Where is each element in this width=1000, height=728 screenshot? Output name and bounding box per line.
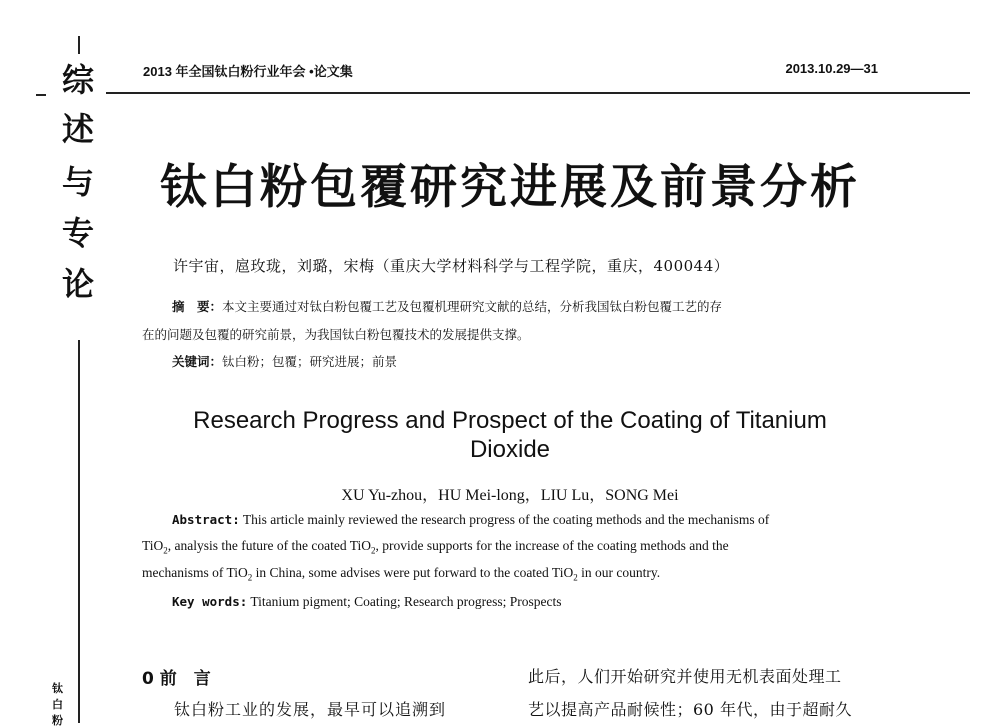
keywords-cn-text: 钛白粉；包覆；研究进展；前景 [222, 354, 398, 369]
abstract-en-text-2c: , provide supports for the increase of the coating methods and the [375, 538, 729, 553]
english-title-line-2: Dioxide [469, 435, 551, 463]
running-header-right: 2013.10.29—31 [785, 61, 878, 76]
keywords-en [172, 594, 562, 610]
body-right-line-2: 艺以提高产品耐候性；60 年代，由于超耐久 [528, 700, 852, 719]
body-left-line-1: 钛白粉工业的发展，最早可以追溯到 [174, 700, 447, 719]
abstract-en-text-3c: in our country. [577, 565, 661, 580]
abstract-en-text-2a: TiO [142, 538, 164, 553]
abstract-en-text-3a: mechanisms of TiO [142, 565, 248, 580]
abstract-en-text-2b: , analysis the future of the coated TiO [167, 538, 371, 553]
abstract-en-text-3b: in China, some advises were put forward to the coated TiO [252, 565, 574, 580]
sidebar-bottom-char-1: 钛 [52, 682, 63, 695]
english-title [150, 407, 870, 465]
sidebar-char-4: 专 [61, 214, 94, 252]
sidebar-char-1: 综 [61, 61, 94, 99]
header-rule [106, 92, 970, 94]
abstract-en-line-1 [172, 512, 769, 528]
abstract-cn-text-1: 本文主要通过对钛白粉包覆工艺及包覆机理研究文献的总结，分析我国钛白粉包覆工艺的存 [222, 299, 723, 314]
keywords-cn [172, 352, 397, 370]
abstract-en-text-1: This article mainly reviewed the research progress of the coating methods and the mechanisms of [242, 512, 770, 527]
sidebar-char-3: 与 [61, 163, 94, 201]
sidebar-tick [36, 94, 46, 96]
running-header-left: 2013 年全国钛白粉行业年会 •论文集 [143, 64, 353, 79]
abstract-cn-label: 摘 要： [172, 299, 223, 314]
abstract-cn-line-2: 在的问题及包覆的研究前景，为我国钛白粉包覆技术的发展提供支撑。 [142, 327, 530, 342]
sidebar-rule-top [78, 36, 80, 54]
sidebar-char-2: 述 [61, 110, 94, 148]
sidebar-rule-bottom [78, 340, 80, 723]
english-title-line-1: Research Progress and Prospect of the Coating of Titanium [193, 407, 827, 434]
abstract-en-line-2 [142, 538, 729, 556]
abstract-cn-line-1 [172, 297, 722, 315]
abstract-en-label: Abstract: [172, 512, 240, 527]
subscript-2: 2 [163, 545, 168, 556]
paper-title: 钛白粉包覆研究进展及前景分析 [160, 160, 860, 215]
subscript-2: 2 [247, 572, 253, 583]
keywords-cn-label: 关键词： [172, 354, 223, 369]
subscript-2: 2 [371, 545, 376, 556]
sidebar-char-5: 论 [61, 265, 94, 303]
authors-cn: 许宇宙，扈玫珑，刘璐，宋梅（重庆大学材料科学与工程学院，重庆，400044） [173, 257, 730, 275]
authors-en: XU Yu-zhou，HU Mei-long，LIU Lu，SONG Mei [341, 487, 679, 504]
keywords-en-text: Titanium pigment; Coating; Research progress; Prospects [250, 594, 562, 609]
subscript-2: 2 [573, 572, 578, 583]
section-heading: 0 前 言 [142, 669, 211, 689]
body-right-line-1: 此后，人们开始研究并使用无机表面处理工 [528, 667, 842, 686]
abstract-en-line-3 [142, 565, 660, 583]
sidebar-bottom-char-3: 粉 [52, 714, 63, 727]
sidebar-bottom-char-2: 白 [52, 698, 63, 711]
keywords-en-label: Key words: [172, 594, 248, 609]
